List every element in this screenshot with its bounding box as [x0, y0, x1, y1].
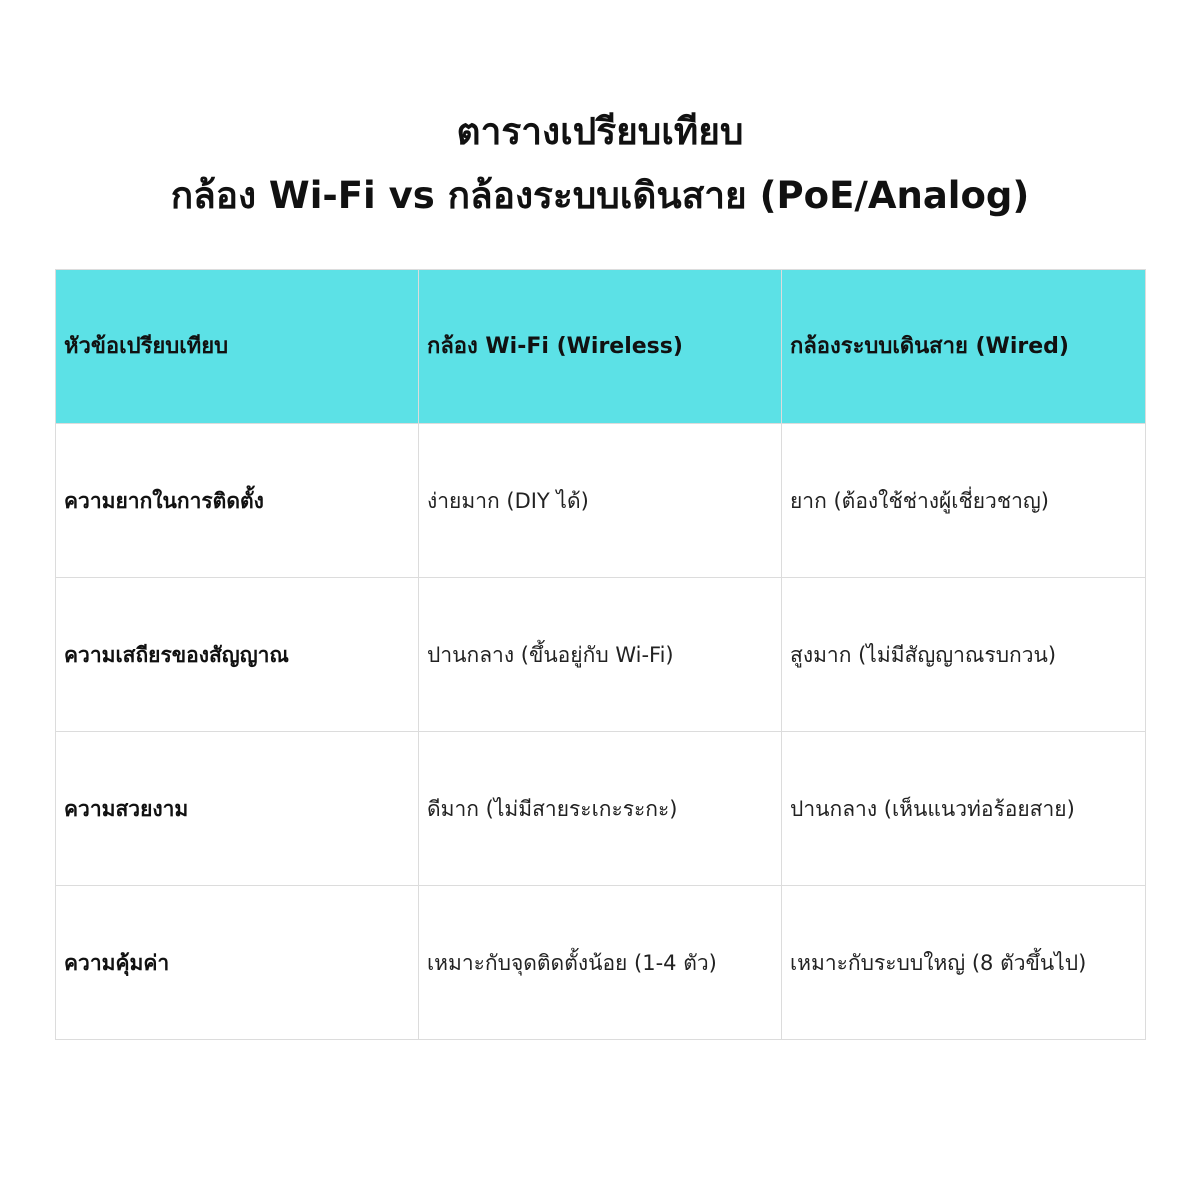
header-topic: หัวข้อเปรียบเทียบ [56, 270, 419, 424]
row-wifi-value: ง่ายมาก (DIY ได้) [419, 424, 782, 578]
row-topic: ความเสถียรของสัญญาณ [56, 578, 419, 732]
row-topic: ความสวยงาม [56, 732, 419, 886]
title-line-1: ตารางเปรียบเทียบ [456, 110, 744, 153]
comparison-table [55, 269, 1146, 1040]
header-row [56, 270, 1146, 424]
title-line-2: กล้อง Wi-Fi vs กล้องระบบเดินสาย (PoE/Analog) [170, 174, 1030, 217]
row-wired-value: ยาก (ต้องใช้ช่างผู้เชี่ยวชาญ) [782, 424, 1146, 578]
table-row [56, 886, 1146, 1040]
row-wired-value: เหมาะกับระบบใหญ่ (8 ตัวขึ้นไป) [782, 886, 1146, 1040]
row-wired-value: ปานกลาง (เห็นแนวท่อร้อยสาย) [782, 732, 1146, 886]
table-row [56, 578, 1146, 732]
table-row [56, 424, 1146, 578]
table-header [56, 270, 1146, 424]
header-wired: กล้องระบบเดินสาย (Wired) [782, 270, 1146, 424]
header-wifi: กล้อง Wi-Fi (Wireless) [419, 270, 782, 424]
row-wifi-value: ปานกลาง (ขึ้นอยู่กับ Wi-Fi) [419, 578, 782, 732]
page-title [0, 100, 1200, 228]
row-topic: ความยากในการติดตั้ง [56, 424, 419, 578]
row-wifi-value: เหมาะกับจุดติดตั้งน้อย (1-4 ตัว) [419, 886, 782, 1040]
table-body [56, 424, 1146, 1040]
row-wifi-value: ดีมาก (ไม่มีสายระเกะระกะ) [419, 732, 782, 886]
row-topic: ความคุ้มค่า [56, 886, 419, 1040]
table-row [56, 732, 1146, 886]
row-wired-value: สูงมาก (ไม่มีสัญญาณรบกวน) [782, 578, 1146, 732]
